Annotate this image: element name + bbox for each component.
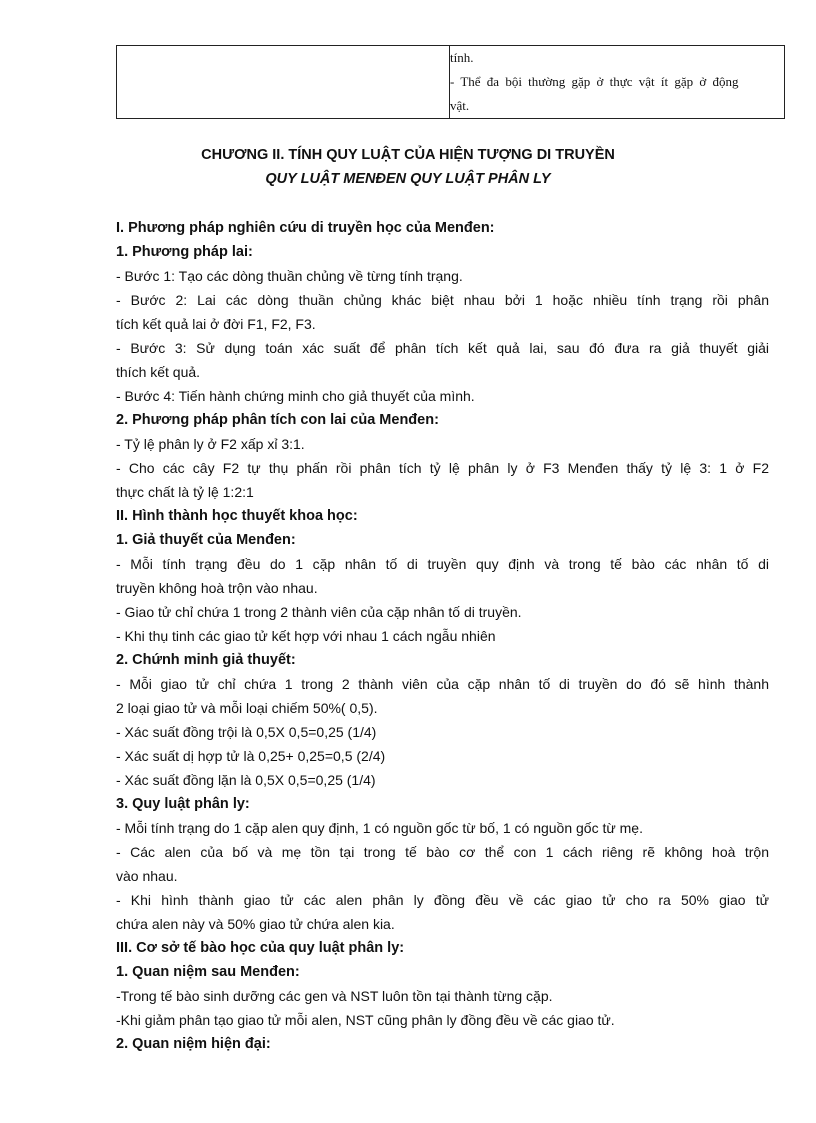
text-line: 2 loại giao tử và mỗi loại chiếm 50%( 0,5). <box>116 700 378 716</box>
section-heading: III. Cơ sở tế bào học của quy luật phân ly: <box>116 940 405 956</box>
table-cell-left <box>117 46 450 119</box>
text-line: - Xác suất đồng trội là 0,5X 0,5=0,25 (1/4) <box>116 724 377 740</box>
text-line: truyền không hoà trộn vào nhau. <box>116 580 318 596</box>
document-body <box>116 216 769 1056</box>
text-line: - Xác suất đồng lặn là 0,5X 0,5=0,25 (1/4) <box>116 772 376 788</box>
text-line: - Mỗi tính trạng do 1 cặp alen quy định, 1 có nguồn gốc từ bố, 1 có nguồn gốc từ mẹ. <box>116 820 643 836</box>
table-text-line: vật. <box>450 98 470 113</box>
table-text-line: tính. <box>450 50 474 65</box>
section-heading: 1. Quan niệm sau Menđen: <box>116 964 300 980</box>
text-line: - Mỗi tính trạng đều do 1 cặp nhân tố di truyền quy định và trong tế bào các nhân tố di <box>116 556 769 572</box>
text-line: - Giao tử chỉ chứa 1 trong 2 thành viên của cặp nhân tố di truyền. <box>116 604 522 620</box>
text-line: vào nhau. <box>116 868 178 884</box>
table-text-line: - Thể đa bội thường gặp ở thực vật ít gặp ở động <box>450 74 739 89</box>
section-heading: 2. Phương pháp phân tích con lai của Menđen: <box>116 412 439 428</box>
text-line: - Bước 3: Sử dụng toán xác suất để phân tích kết quả lai, sau đó đưa ra giả thuyết giải <box>116 340 769 356</box>
text-line: - Bước 4: Tiến hành chứng minh cho giả thuyết của mình. <box>116 388 475 404</box>
text-line: - Tỷ lệ phân ly ở F2 xấp xỉ 3:1. <box>116 436 305 452</box>
text-line: - Các alen của bố và mẹ tồn tại trong tế bào cơ thể con 1 cách riêng rẽ không hoà trộn <box>116 844 769 860</box>
section-heading: 2. Quan niệm hiện đại: <box>116 1036 271 1052</box>
chapter-subtitle: QUY LUẬT MENĐEN QUY LUẬT PHÂN LY <box>265 171 551 187</box>
text-line: - Bước 1: Tạo các dòng thuần chủng về từng tính trạng. <box>116 268 463 284</box>
text-line: - Bước 2: Lai các dòng thuần chủng khác biệt nhau bởi 1 hoặc nhiều tính trạng rồi phân <box>116 292 769 308</box>
table-cell-right <box>450 46 785 119</box>
continuation-table <box>116 45 785 119</box>
section-heading: II. Hình thành học thuyết khoa học: <box>116 508 358 524</box>
section-heading: I. Phương pháp nghiên cứu di truyền học của Menđen: <box>116 220 495 236</box>
text-line: - Mỗi giao tử chỉ chứa 1 trong 2 thành viên của cặp nhân tố di truyền do đó sẽ hình thành <box>116 676 769 692</box>
text-line: - Xác suất dị hợp tử là 0,25+ 0,25=0,5 (2/4) <box>116 748 386 764</box>
text-line: tích kết quả lai ở đời F1, F2, F3. <box>116 316 316 332</box>
text-line: - Khi hình thành giao tử các alen phân ly đồng đều về các giao tử cho ra 50% giao tử <box>116 892 769 908</box>
chapter-title: CHƯƠNG II. TÍNH QUY LUẬT CỦA HIỆN TƯỢNG DI TRUYỀN <box>201 147 615 163</box>
text-line: chứa alen này và 50% giao tử chứa alen kia. <box>116 916 395 932</box>
text-line: -Khi giảm phân tạo giao tử mỗi alen, NST cũng phân ly đồng đều về các giao tử. <box>116 1012 615 1028</box>
text-line: - Cho các cây F2 tự thụ phấn rồi phân tích tỷ lệ phân ly ở F3 Menđen thấy tỷ lệ 3: 1 ở F2 <box>116 460 769 476</box>
section-heading: 2. Chứnh minh giả thuyết: <box>116 652 296 668</box>
text-line: -Trong tế bào sinh dưỡng các gen và NST luôn tồn tại thành từng cặp. <box>116 988 553 1004</box>
section-heading: 1. Phương pháp lai: <box>116 244 253 260</box>
text-line: thực chất là tỷ lệ 1:2:1 <box>116 484 254 500</box>
section-heading: 3. Quy luật phân ly: <box>116 796 250 812</box>
text-line: - Khi thụ tinh các giao tử kết hợp với nhau 1 cách ngẫu nhiên <box>116 628 496 644</box>
section-heading: 1. Giả thuyết của Menđen: <box>116 532 296 548</box>
text-line: thích kết quả. <box>116 364 201 380</box>
